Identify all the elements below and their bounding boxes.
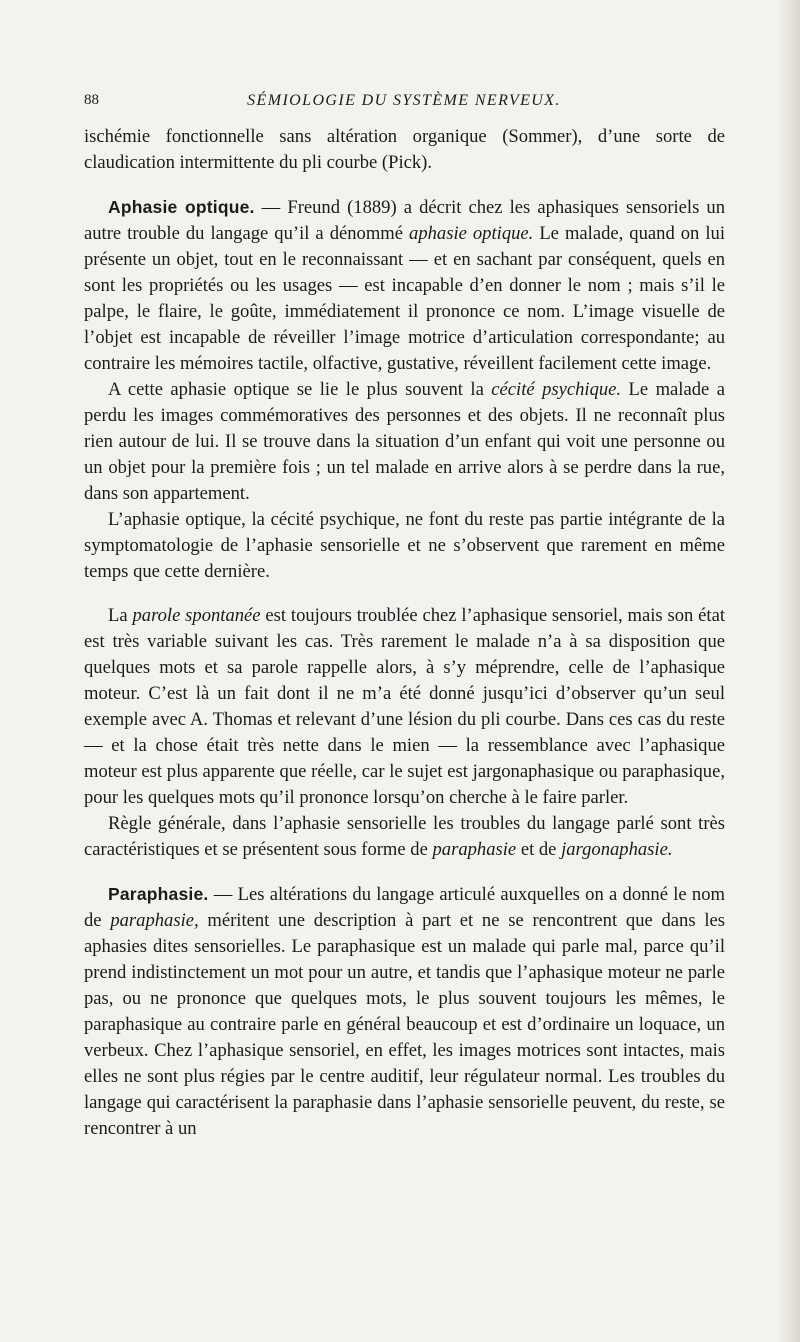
paragraph-ischemie: ischémie fonctionnelle sans altération organique (Sommer), d’une sorte de claudication intermittente du pli courbe (Pick).: [84, 126, 725, 173]
italic-term: jargonaphasie.: [561, 839, 673, 860]
text-run: — Freund (1889) a décrit chez les aphasiques sensoriels un autre trouble du langage qu’il a dénommé: [84, 197, 725, 244]
section-heading-paraphasie: Paraphasie.: [108, 884, 209, 904]
paragraph-symptomatologie: L’aphasie optique, la cécité psychique, ne font du reste pas partie intégrante de la symptomatologie de l’aphasie sensorielle et ne s’observent que rarement en même temps que cette dernière.: [84, 509, 725, 582]
text-run: A cette aphasie optique se lie le plus souvent la: [108, 379, 492, 400]
text-run: Le malade a perdu les images commémoratives des personnes et des objets. Il ne reconnaît plus rien autour de lui. Il se trouve dans la situation d’un enfant qui voit une personne ou un objet pour la première fois ; un tel malade en arrive alors à se perdre dans la rue, dans son appartement.: [84, 379, 725, 504]
text-run: La: [108, 605, 133, 626]
section-gap: [84, 585, 725, 603]
text-run: Le malade, quand on lui présente un objet, tout en le reconnaissant — et en sachant par conséquent, quels en sont les propriétés ou les usages — est incapable d’en donner le nom ; mais s’il le palpe, le flaire, le goûte, immédiatement il prononce ce nom. L’image visuelle de l’objet est incapable de réveiller l’image motrice d’articulation correspondante; au contraire les mémoires tactile, olfactive, gustative, réveillent facilement cette image.: [84, 223, 725, 374]
page-number: 88: [84, 92, 99, 108]
text-run: est toujours troublée chez l’aphasique sensoriel, mais son état est très variable suivant les cas. Très rarement le malade n’a à sa disposition que quelques mots et sa parole rappelle alors, à s’y méprendre, celle de l’aphasique moteur. C’est là un fait dont il ne m’a été donné jusqu’ici d’observer qu’un seul exemple avec A. Thomas et relevant d’une lésion du pli courbe. Dans ces cas du reste — et la chose était très nette dans le mien — la ressemblance avec l’aphasique moteur est plus apparente que réelle, car le sujet est jargonaphasique ou paraphasique, pour les quelques mots qu’il prononce lorsqu’on cherche à le faire parler.: [84, 605, 725, 808]
running-head: SÉMIOLOGIE DU SYSTÈME NERVEUX.: [247, 92, 561, 109]
page-body: [84, 124, 725, 1142]
paragraph-aphasie-optique: [84, 194, 725, 377]
page-edge-shadow: [778, 0, 800, 1342]
italic-term: paraphasie,: [110, 910, 199, 931]
paragraph-parole-spontanee: [84, 603, 725, 811]
italic-term: parole spontanée: [132, 605, 261, 626]
text-run: méritent une description à part et ne se rencontrent que dans les aphasies dites sensorielles. Le paraphasique est un malade qui parle mal, parce qu’il prend indistinctement un mot pour un autre, et tandis que l’aphasique moteur ne parle pas, ou ne prononce que quelques mots, le plus souvent toujours les mêmes, le paraphasique au contraire parle en général beaucoup et est d’ordinaire un loquace, un verbeux. Chez l’aphasique sensoriel, en effet, les images motrices sont intactes, mais elles ne sont plus régies par le centre auditif, leur régulateur normal. Les troubles du langage qui caractérisent la paraphasie dans l’aphasie sensorielle peuvent, du reste, se rencontrer à un: [84, 910, 725, 1139]
text-run: Règle générale, dans l’aphasie sensorielle les troubles du langage parlé sont très caractéristiques et se présentent sous forme de: [84, 813, 725, 860]
paragraph-regle-generale: [84, 811, 725, 863]
paragraph-cecite-psychique: [84, 377, 725, 507]
italic-term: cécité psychique.: [491, 379, 622, 400]
italic-term: aphasie optique.: [409, 223, 534, 244]
page-header: [84, 92, 724, 116]
section-gap: [84, 863, 725, 881]
section-heading-aphasie-optique: Aphasie optique.: [108, 197, 255, 217]
section-gap: [84, 176, 725, 194]
text-run: — Les altérations du langage articulé auxquelles on a donné le nom de: [84, 884, 725, 931]
paragraph-paraphasie: [84, 881, 725, 1142]
italic-term: paraphasie: [432, 839, 517, 860]
text-run: et de: [516, 839, 562, 860]
